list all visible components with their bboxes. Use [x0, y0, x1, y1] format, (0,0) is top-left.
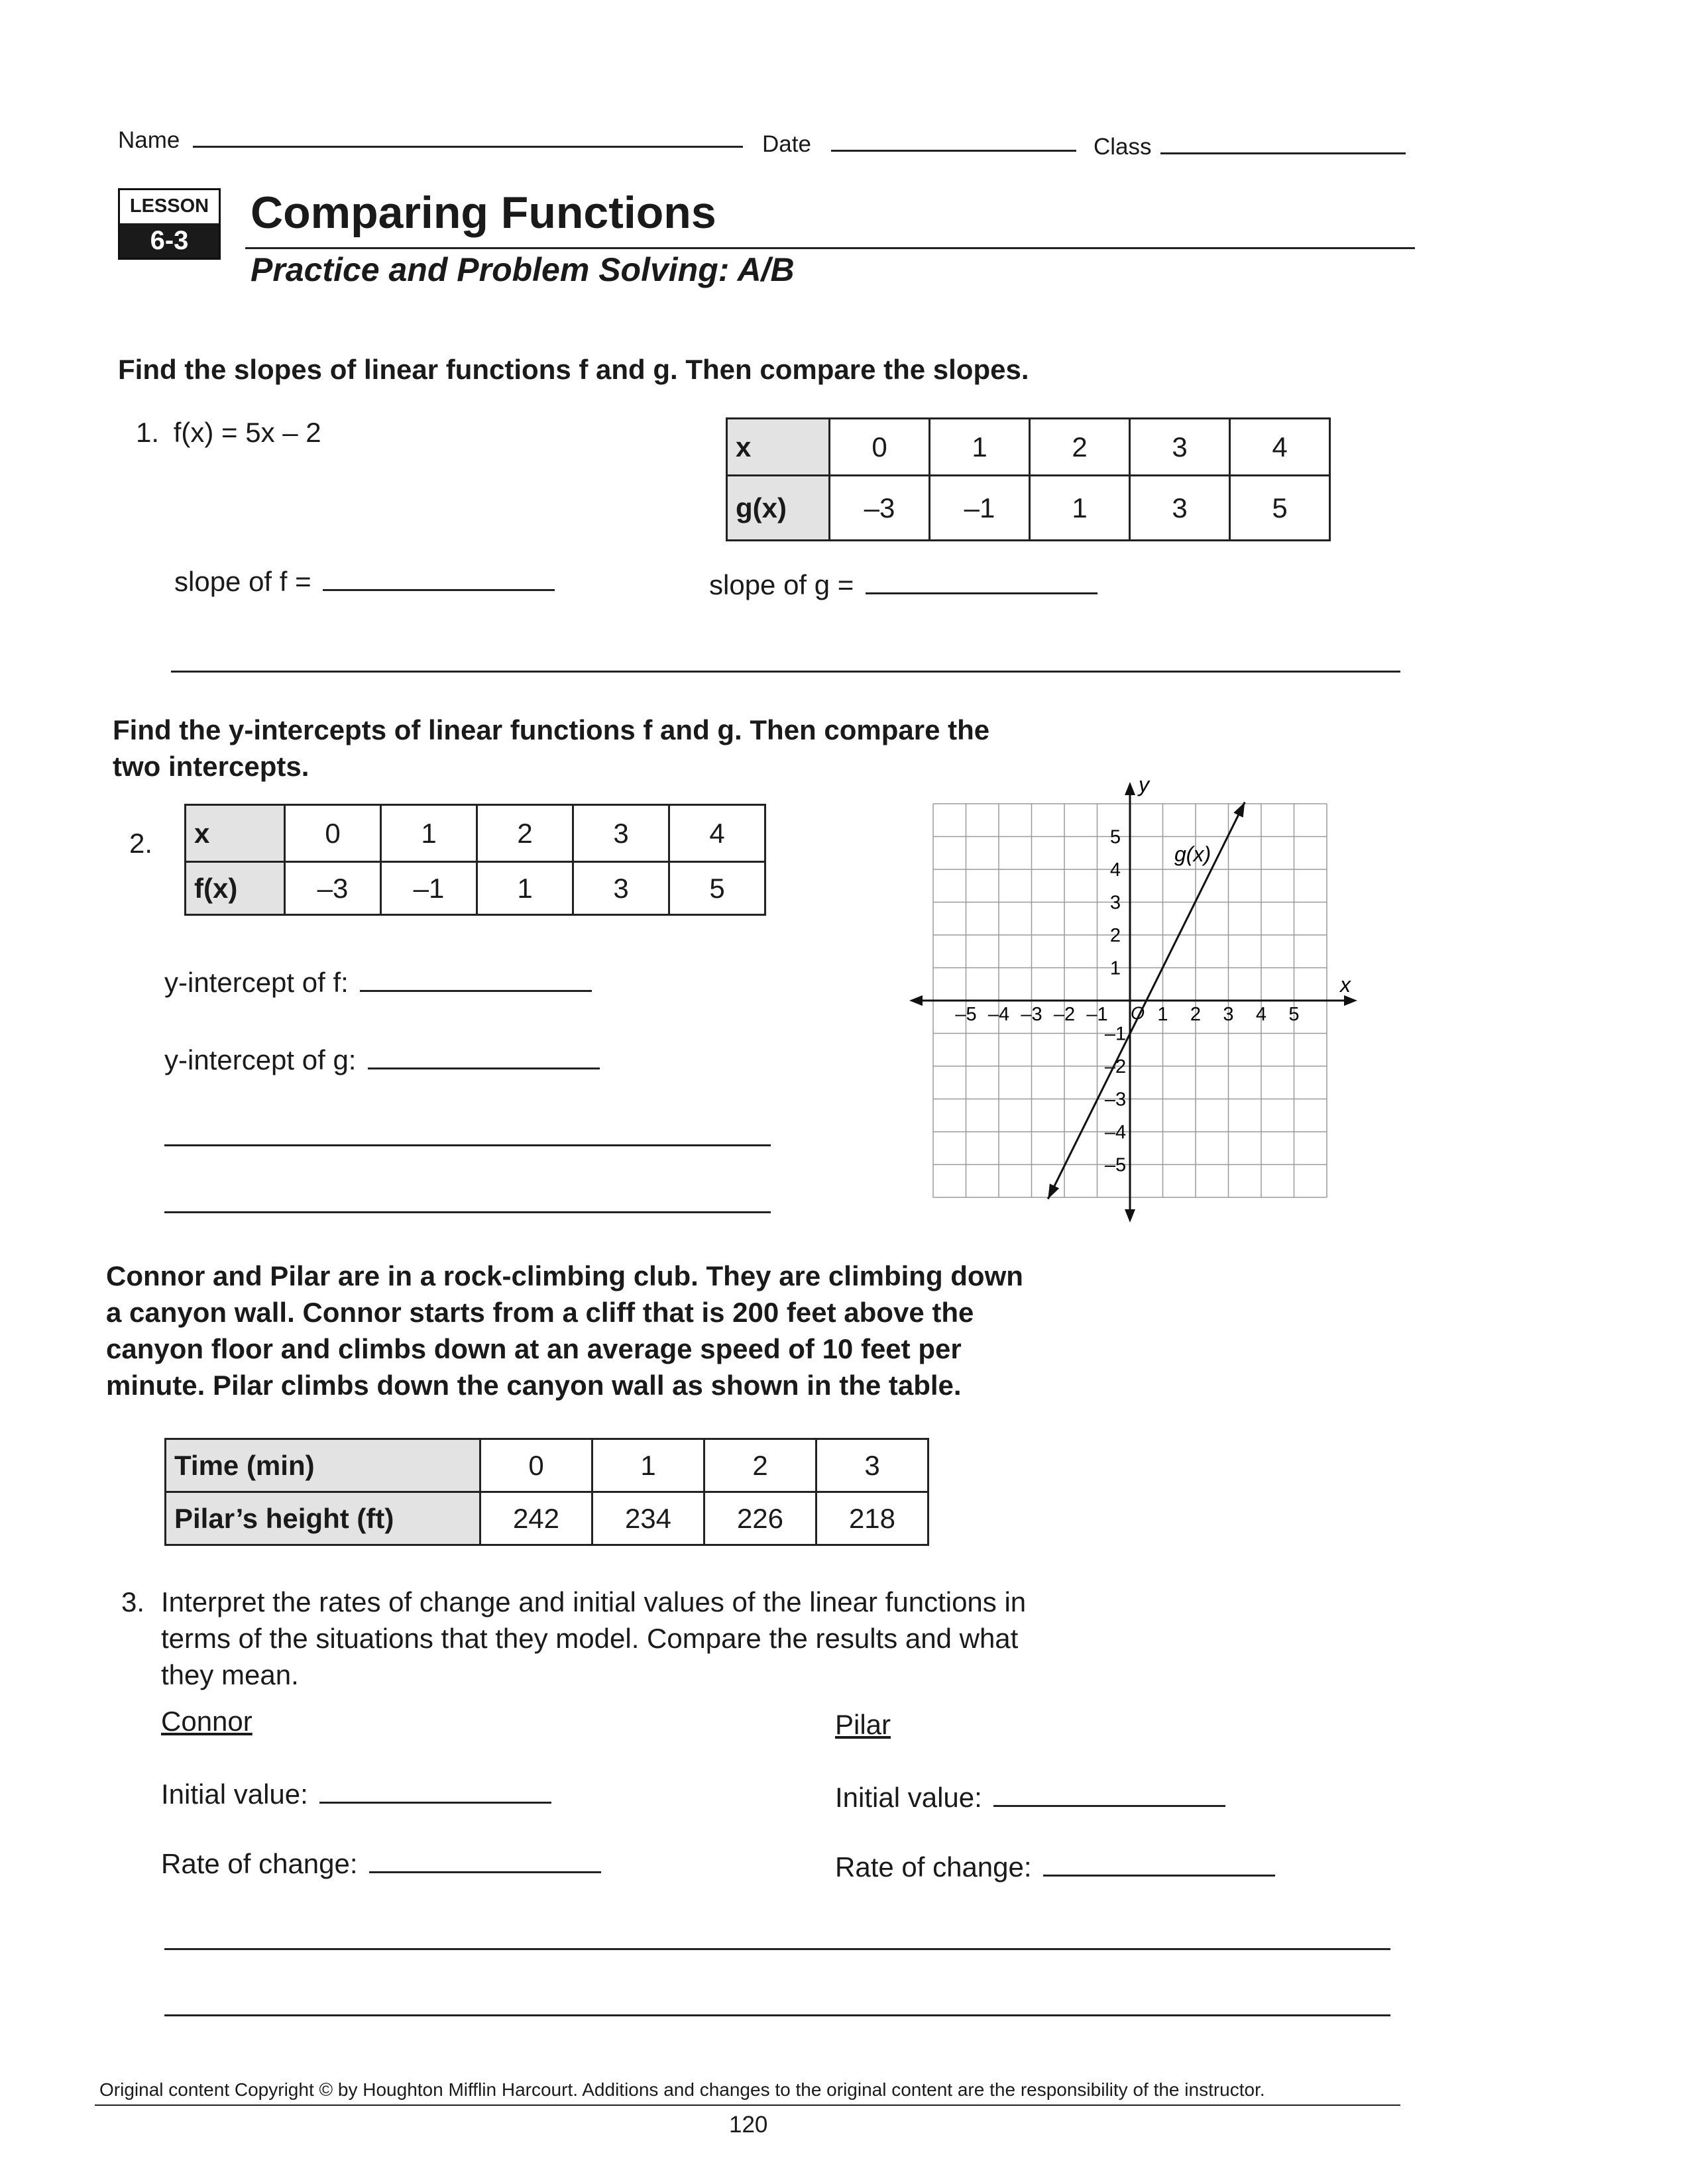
f-table-fx-label: f(x)	[186, 862, 285, 915]
g-table-gx-cell: 1	[1030, 476, 1130, 541]
pilar-rate-blank[interactable]	[1043, 1875, 1275, 1877]
x-tick-label: 4	[1255, 1004, 1267, 1025]
y-intercept-f-blank[interactable]	[360, 990, 592, 992]
y-tick-label: –5	[1104, 1154, 1127, 1176]
f-table-x-cell: 3	[573, 805, 669, 862]
paragraph-line: a canyon wall. Connor starts from a cliff that is 200 feet above the	[106, 1297, 974, 1328]
question-1-number: 1.	[136, 417, 160, 448]
y-intercept-g-blank[interactable]	[368, 1067, 600, 1069]
y-axis-arrow-down	[1125, 1209, 1135, 1223]
compare-results-answer-line[interactable]	[164, 1948, 1390, 1950]
f-table-x-cell: 2	[477, 805, 573, 862]
question-2-number: 2.	[129, 828, 153, 859]
x-tick-label: –5	[955, 1004, 977, 1025]
x-tick-label: –2	[1053, 1004, 1076, 1025]
lesson-label: LESSON	[129, 195, 209, 217]
slope-g-row	[709, 567, 1097, 603]
connor-initial-value-row	[161, 1776, 551, 1812]
footer-divider	[95, 2104, 1400, 2106]
question-3-number: 3.	[121, 1586, 145, 1617]
x-tick-label: 5	[1288, 1004, 1300, 1025]
question-3-text	[161, 1584, 1026, 1693]
g-table-x-cell: 2	[1030, 419, 1130, 476]
name-field-row	[118, 127, 743, 154]
y-axis-arrow-up	[1125, 782, 1135, 795]
section1-instruction: Find the slopes of linear functions f and g. Then compare the slopes.	[118, 354, 1029, 385]
g-table-gx-cell: 5	[1230, 476, 1330, 541]
pilar-table-height-cell: 234	[592, 1492, 704, 1545]
class-blank[interactable]	[1160, 152, 1406, 154]
x-axis-label: x	[1340, 973, 1351, 997]
pilar-table-time-cell: 2	[704, 1439, 816, 1492]
y-intercept-g-row	[164, 1042, 600, 1078]
question-3-line: they mean.	[161, 1659, 299, 1690]
y-tick-label: 1	[1109, 957, 1121, 979]
paragraph-line: Connor and Pilar are in a rock-climbing club. They are climbing down	[106, 1260, 1023, 1291]
slope-f-label: slope of f =	[174, 566, 311, 597]
name-label: Name	[118, 127, 180, 153]
g-line-arrow-top	[1233, 802, 1245, 818]
x-tick-label: 3	[1223, 1004, 1234, 1025]
date-field-row	[762, 131, 1076, 158]
connor-rate-blank[interactable]	[369, 1871, 601, 1873]
x-axis-arrow-right	[1344, 995, 1357, 1006]
y-tick-label: –4	[1104, 1122, 1127, 1143]
compare-intercepts-answer-line[interactable]	[164, 1211, 771, 1213]
y-intercept-f-label: y-intercept of f:	[164, 967, 349, 998]
connor-rate-row	[161, 1845, 601, 1882]
compare-results-answer-line[interactable]	[164, 2014, 1390, 2016]
pilar-table-time-cell: 0	[480, 1439, 592, 1492]
g-table-x-label: x	[727, 419, 830, 476]
y-tick-label: 3	[1109, 892, 1121, 914]
connor-rate-label: Rate of change:	[161, 1848, 358, 1879]
pilar-table-height-cell: 218	[816, 1492, 928, 1545]
f-table-fx-cell: –1	[381, 862, 477, 915]
f-table-x-cell: 0	[285, 805, 381, 862]
title-divider	[245, 247, 1415, 249]
pilar-rate-label: Rate of change:	[835, 1851, 1032, 1883]
y-tick-label: –1	[1104, 1023, 1127, 1045]
lesson-badge	[118, 188, 221, 260]
g-line-label: g(x)	[1174, 842, 1211, 866]
pilar-initial-value-row	[835, 1779, 1225, 1816]
date-label: Date	[762, 131, 811, 157]
g-line-arrow-bottom	[1048, 1183, 1059, 1199]
question-3-line: terms of the situations that they model. Compare the results and what	[161, 1623, 1019, 1654]
pilar-table-height-cell: 242	[480, 1492, 592, 1545]
x-axis-arrow-left	[909, 995, 923, 1006]
connor-initial-value-label: Initial value:	[161, 1778, 308, 1810]
pilar-initial-value-blank[interactable]	[993, 1805, 1225, 1807]
x-tick-label: –3	[1021, 1004, 1042, 1025]
slope-f-blank[interactable]	[323, 589, 555, 591]
f-table-fx-cell: 5	[669, 862, 765, 915]
class-field-row	[1094, 134, 1406, 160]
f-table-fx-cell: 1	[477, 862, 573, 915]
g-table-x-cell: 0	[830, 419, 930, 476]
section2-instruction-line: Find the y-intercepts of linear functions f and g. Then compare the	[113, 714, 990, 745]
class-label: Class	[1094, 134, 1152, 160]
origin-label: O	[1131, 1003, 1145, 1023]
compare-intercepts-answer-line[interactable]	[164, 1144, 771, 1146]
question-3-line: Interpret the rates of change and initial values of the linear functions in	[161, 1586, 1027, 1617]
section2-instruction	[113, 712, 989, 785]
pilar-table-time-label: Time (min)	[166, 1439, 480, 1492]
f-table	[184, 804, 766, 916]
pilar-table	[164, 1438, 929, 1546]
slope-g-label: slope of g =	[709, 569, 854, 600]
paragraph-line: canyon floor and climbs down at an average speed of 10 feet per	[106, 1333, 962, 1364]
g-table-x-cell: 3	[1130, 419, 1230, 476]
paragraph-line: minute. Pilar climbs down the canyon wall as shown in the table.	[106, 1370, 962, 1401]
pilar-table-time-cell: 3	[816, 1439, 928, 1492]
pilar-table-height-cell: 226	[704, 1492, 816, 1545]
g-table-gx-cell: –3	[830, 476, 930, 541]
section3-paragraph	[106, 1258, 1023, 1403]
y-intercept-g-label: y-intercept of g:	[164, 1044, 357, 1075]
lesson-number: 6-3	[120, 223, 219, 258]
x-tick-label: 2	[1190, 1004, 1202, 1025]
question-1-function: f(x) = 5x – 2	[173, 417, 321, 448]
date-blank[interactable]	[831, 150, 1076, 152]
y-intercept-f-row	[164, 964, 592, 1001]
g-table-gx-cell: 3	[1130, 476, 1230, 541]
g-table	[726, 417, 1331, 541]
y-axis-label: y	[1139, 773, 1149, 796]
pilar-heading: Pilar	[835, 1709, 891, 1740]
f-table-x-cell: 4	[669, 805, 765, 862]
y-tick-label: –3	[1104, 1089, 1127, 1111]
connor-initial-value-blank[interactable]	[319, 1802, 551, 1804]
x-tick-label: –1	[1086, 1004, 1108, 1025]
y-tick-label: 5	[1109, 826, 1121, 848]
pilar-initial-value-label: Initial value:	[835, 1782, 982, 1813]
pilar-table-time-cell: 1	[592, 1439, 704, 1492]
lesson-subtitle: Practice and Problem Solving: A/B	[251, 251, 795, 288]
slope-g-blank[interactable]	[866, 592, 1097, 594]
f-table-fx-cell: 3	[573, 862, 669, 915]
y-tick-label: 2	[1109, 925, 1121, 946]
slope-f-row	[174, 563, 555, 600]
coordinate-graph	[908, 772, 1359, 1236]
compare-slopes-answer-line[interactable]	[171, 671, 1400, 673]
f-table-x-label: x	[186, 805, 285, 862]
lesson-title: Comparing Functions	[251, 188, 716, 238]
section2-instruction-line: two intercepts.	[113, 751, 309, 782]
y-tick-label: –2	[1104, 1056, 1127, 1077]
pilar-rate-row	[835, 1849, 1275, 1885]
connor-heading: Connor	[161, 1706, 253, 1737]
g-table-x-cell: 1	[930, 419, 1030, 476]
y-tick-label: 4	[1109, 859, 1121, 881]
g-table-gx-label: g(x)	[727, 476, 830, 541]
copyright-notice: Original content Copyright © by Houghton Mifflin Harcourt. Additions and changes to the original content are the responsibility of the instructor.	[99, 2079, 1265, 2100]
f-table-x-cell: 1	[381, 805, 477, 862]
name-blank[interactable]	[193, 146, 743, 148]
question-1	[136, 414, 321, 451]
page-number: 120	[729, 2112, 768, 2138]
f-table-fx-cell: –3	[285, 862, 381, 915]
g-table-gx-cell: –1	[930, 476, 1030, 541]
x-tick-label: –4	[987, 1004, 1010, 1025]
pilar-table-height-label: Pilar’s height (ft)	[166, 1492, 480, 1545]
g-table-x-cell: 4	[1230, 419, 1330, 476]
x-tick-label: 1	[1157, 1004, 1168, 1025]
